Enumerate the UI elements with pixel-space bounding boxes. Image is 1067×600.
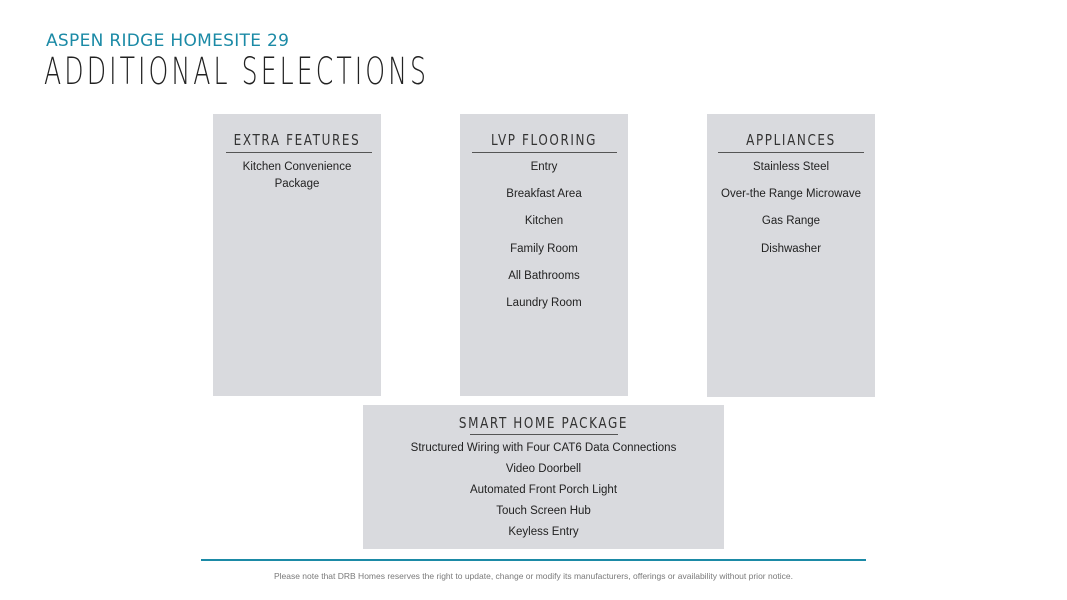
page-subtitle: ASPEN RIDGE HOMESITE 29 xyxy=(46,31,290,51)
list-item: Breakfast Area xyxy=(506,188,582,201)
list-item: Laundry Room xyxy=(506,296,582,309)
list-item: Kitchen Convenience xyxy=(242,161,352,173)
footer-disclaimer: Please note that DRB Homes reserves the right to update, change or modify its manufacturers, offerings or availability without prior notice. xyxy=(273,571,794,581)
extra-features-panel xyxy=(213,114,381,396)
appliances-title: APPLIANCES xyxy=(746,131,836,149)
appliances-divider xyxy=(718,152,864,153)
smart-home-title: SMART HOME PACKAGE xyxy=(458,414,629,432)
appliances-list xyxy=(707,160,875,269)
list-item: Entry xyxy=(530,161,558,173)
smart-home-panel xyxy=(363,405,724,549)
list-item: Package xyxy=(274,178,320,190)
extra-features-title: EXTRA FEATURES xyxy=(233,131,361,149)
footer-divider xyxy=(201,559,866,561)
list-item: Keyless Entry xyxy=(508,526,579,539)
list-item: Family Room xyxy=(510,242,578,255)
list-item: Dishwasher xyxy=(760,242,822,255)
page-title: ADDITIONAL SELECTIONS xyxy=(44,50,430,93)
list-item: Gas Range xyxy=(761,215,821,228)
list-item: Touch Screen Hub xyxy=(496,505,591,518)
list-item: Structured Wiring with Four CAT6 Data Connections xyxy=(410,442,677,454)
lvp-flooring-panel xyxy=(460,114,628,396)
appliances-panel xyxy=(707,114,875,397)
list-item: Stainless Steel xyxy=(752,161,830,173)
list-item: Video Doorbell xyxy=(505,463,582,476)
smart-home-list xyxy=(363,441,724,546)
lvp-flooring-title: LVP FLOORING xyxy=(490,131,598,149)
list-item: Over-the Range Microwave xyxy=(721,188,861,201)
lvp-flooring-list xyxy=(460,160,628,323)
list-item: Kitchen xyxy=(524,215,564,228)
list-item: Automated Front Porch Light xyxy=(469,484,618,497)
list-item: All Bathrooms xyxy=(508,269,580,282)
smart-home-divider xyxy=(470,434,618,435)
lvp-flooring-divider xyxy=(472,152,617,153)
extra-features-list xyxy=(213,159,381,193)
extra-features-divider xyxy=(226,152,372,153)
